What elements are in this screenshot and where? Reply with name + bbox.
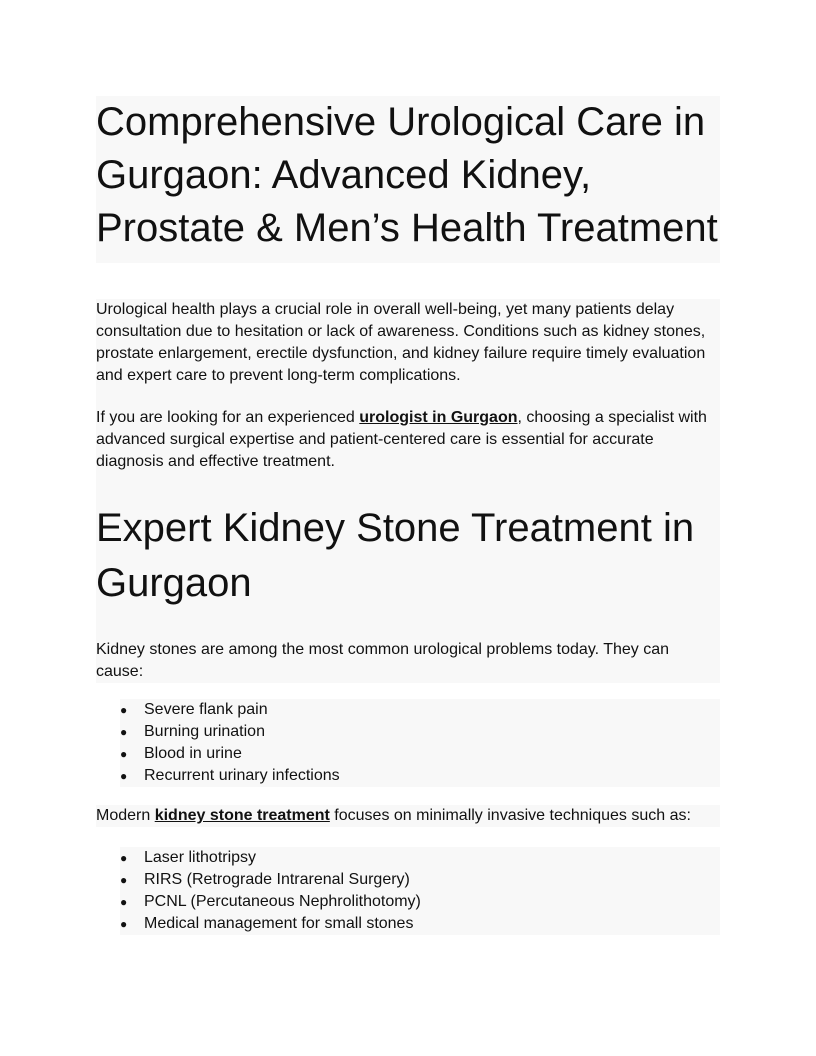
paragraph-2-block xyxy=(96,407,720,473)
paragraph-2-after: , choosing a specialist with advanced surgical expertise and patient-centered care is essential for accurate diagnosis and effective treatment. xyxy=(96,409,707,470)
spacer xyxy=(96,787,720,805)
spacer xyxy=(96,473,720,501)
paragraph-2 xyxy=(96,407,720,473)
urologist-link[interactable]: urologist in Gurgaon xyxy=(359,409,518,426)
list-item: ● Medical management for small stones xyxy=(120,913,720,935)
section-1-heading: Expert Kidney Stone Treatment in Gurgaon xyxy=(96,506,695,605)
modern-before: Modern xyxy=(96,807,155,824)
document-title: Comprehensive Urological Care in Gurgaon: Advanced Kidney, Prostate & Men’s Health Treatment xyxy=(96,100,718,250)
section-1-intro: Kidney stones are among the most common urological problems today. They can cause: xyxy=(96,641,670,680)
document-page xyxy=(96,96,720,935)
list-item: ● Blood in urine xyxy=(120,743,720,765)
section-1-intro-block xyxy=(96,639,720,683)
techniques-list xyxy=(120,847,720,935)
list-item: ● Recurrent urinary infections xyxy=(120,765,720,787)
spacer xyxy=(96,263,720,299)
section-1-heading-block xyxy=(96,501,720,611)
spacer xyxy=(96,387,720,407)
spacer xyxy=(96,683,720,699)
techniques-list-block xyxy=(120,847,720,935)
list-item: ● Burning urination xyxy=(120,721,720,743)
kidney-stone-treatment-link[interactable]: kidney stone treatment xyxy=(154,807,330,824)
symptoms-list xyxy=(120,699,720,787)
paragraph-2-before: If you are looking for an experienced xyxy=(96,409,360,426)
symptoms-list-block xyxy=(120,699,720,787)
list-item: ● PCNL (Percutaneous Nephrolithotomy) xyxy=(120,891,720,913)
modern-treatment-paragraph xyxy=(96,805,720,827)
list-item: ● Laser lithotripsy xyxy=(120,847,720,869)
spacer xyxy=(96,611,720,639)
title-block xyxy=(96,96,720,263)
modern-treatment-block xyxy=(96,805,720,827)
list-item: ● RIRS (Retrograde Intrarenal Surgery) xyxy=(120,869,720,891)
intro-paragraph: Urological health plays a crucial role in overall well-being, yet many patients delay consultation due to hesitation or lack of awareness. Conditions such as kidney stones, prostate enlargement, erectile dysfunction, and kidney failure require timely evaluation and expert care to prevent long-term complications. xyxy=(96,301,706,384)
list-item: ● Severe flank pain xyxy=(120,699,720,721)
modern-after: focuses on minimally invasive techniques such as: xyxy=(329,807,691,824)
spacer xyxy=(96,827,720,847)
intro-paragraph-block xyxy=(96,299,720,387)
